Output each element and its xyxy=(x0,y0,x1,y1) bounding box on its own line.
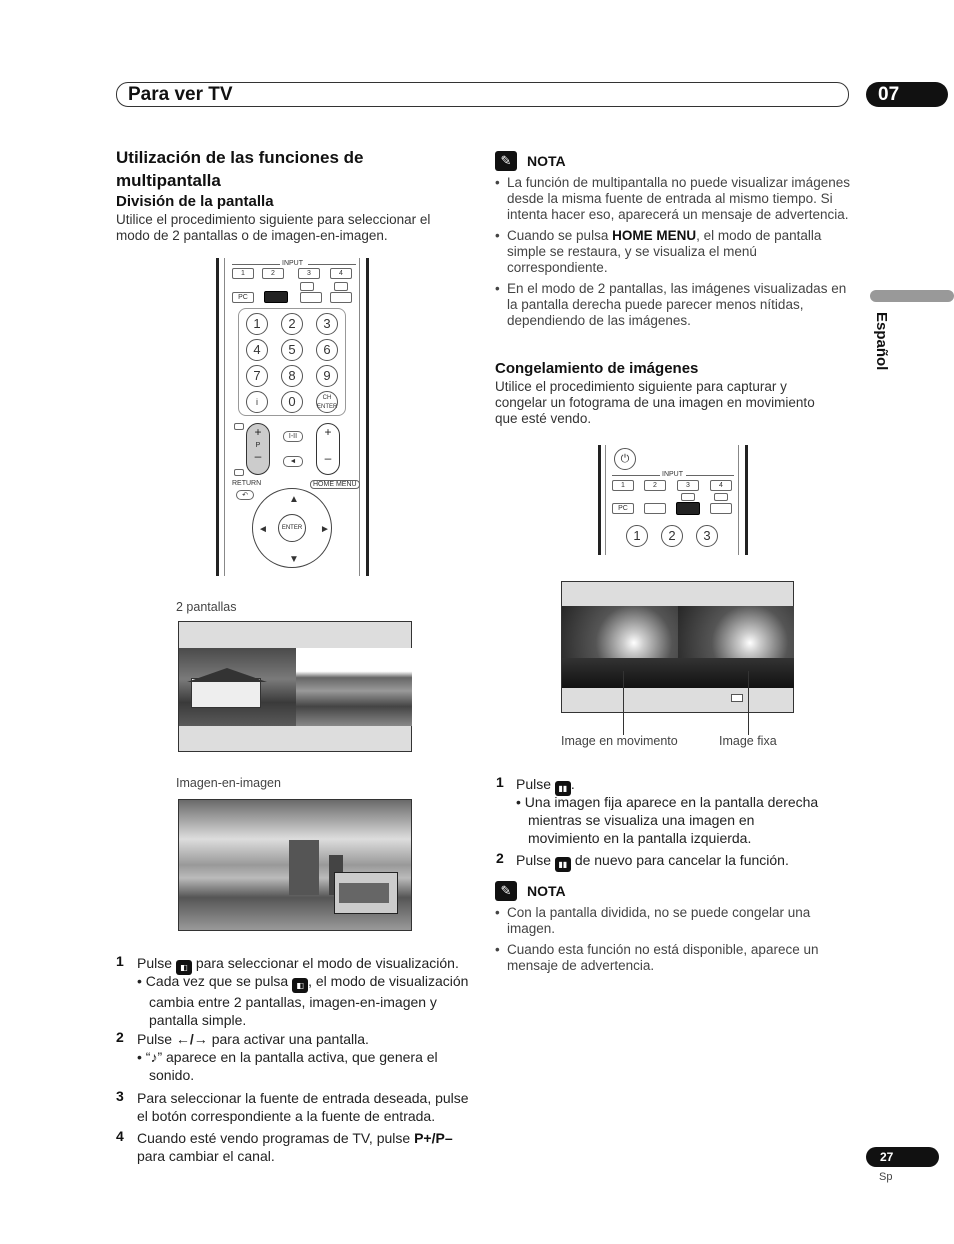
step-3-number: 3 xyxy=(116,1088,124,1104)
split-button-icon: ◧ xyxy=(292,978,308,993)
i-ii-button[interactable]: I-II xyxy=(283,431,303,442)
digit-9-button[interactable]: 9 xyxy=(316,365,338,387)
note-item: • En el modo de 2 pantallas, las imágenes visualizadas en la pantalla derecha puede parecer menos nítidas, dependiendo de las imágenes. xyxy=(495,281,855,329)
note-pencil-icon: ✎ xyxy=(495,151,517,171)
home-menu-button[interactable]: HOME MENU xyxy=(310,480,360,489)
step-1-number: 1 xyxy=(116,953,124,969)
freeze-button-icon: ▮▮ xyxy=(555,857,571,872)
step-2-number: 2 xyxy=(496,850,504,866)
note-item: • Con la pantalla dividida, no se puede congelar una imagen. xyxy=(495,905,855,937)
language-label: Español xyxy=(873,312,890,371)
pip-button[interactable] xyxy=(300,292,322,303)
input-2-button[interactable]: 2 xyxy=(262,268,284,279)
step-1-text: Pulse ◧ para seleccionar el modo de visualización. xyxy=(137,954,459,975)
input-4-button[interactable]: 4 xyxy=(330,268,352,279)
digit-7-button[interactable]: 7 xyxy=(246,365,268,387)
moving-image xyxy=(562,606,678,688)
step-3-text: Para seleccionar la fuente de entrada deseada, pulse el botón correspondiente a la fuente de entrada. xyxy=(137,1090,469,1124)
input-1-button[interactable]: 1 xyxy=(612,480,634,491)
program-rocker[interactable]: + P – xyxy=(246,423,270,475)
mute-button[interactable]: ◄ xyxy=(283,456,303,467)
freeze-button-icon: ▮▮ xyxy=(555,781,571,796)
remote-edge-left xyxy=(216,258,219,576)
step-1-bullet: • Una imagen fija aparece en la pantalla derecha mientras se visualiza una imagen en movimiento en la pantalla izquierda. xyxy=(516,794,819,846)
caption-frozen: Image fixa xyxy=(719,734,777,748)
sound-note-icon: ♪ xyxy=(150,1049,158,1065)
digit-1-button[interactable]: 1 xyxy=(246,313,268,335)
note-item: • Cuando esta función no está disponible, aparece un mensaje de advertencia. xyxy=(495,942,855,974)
subsection-title: Congelamiento de imágenes xyxy=(495,360,699,377)
split-button-icon: ◧ xyxy=(176,960,192,975)
digit-6-button[interactable]: 6 xyxy=(316,339,338,361)
step-2-text: Pulse ←/→ para activar una pantalla. xyxy=(137,1031,369,1047)
step-4-text: Cuando esté vendo programas de TV, pulse P+/P– para cambiar el canal. xyxy=(137,1130,453,1164)
mute-indicator-icon xyxy=(234,469,244,476)
frozen-image xyxy=(678,606,794,688)
section-title: Utilización de las funciones de multipantalla xyxy=(116,148,364,190)
ch-enter-button[interactable]: CH ENTER xyxy=(316,391,338,413)
step-1-number: 1 xyxy=(496,774,504,790)
freeze-button[interactable] xyxy=(330,292,352,303)
return-button[interactable]: ↶ xyxy=(236,490,254,500)
pc-button[interactable]: PC xyxy=(232,292,254,303)
freeze-button[interactable] xyxy=(676,502,700,515)
down-arrow-icon[interactable]: ▼ xyxy=(289,554,299,565)
freeze-indicator-icon xyxy=(731,694,743,702)
caption-moving: Image en movimento xyxy=(561,734,678,748)
step-2-bullet: • “♪” aparece en la pantalla activa, que genera el sonido. xyxy=(137,1049,438,1083)
input-1-button[interactable]: 1 xyxy=(232,268,254,279)
right-arrow-icon[interactable]: ► xyxy=(320,524,330,535)
left-arrow-icon[interactable]: ◄ xyxy=(258,524,268,535)
home-menu-key: HOME MENU xyxy=(612,228,697,243)
digit-2-button[interactable]: 2 xyxy=(281,313,303,335)
note-box-2 xyxy=(495,881,855,979)
page-number: 27 xyxy=(866,1147,939,1167)
split-icon-small[interactable] xyxy=(300,282,314,291)
return-label: RETURN xyxy=(232,480,262,487)
pip-inset-image xyxy=(334,872,398,914)
chapter-badge: 07 xyxy=(866,82,948,107)
digit-3-button[interactable]: 3 xyxy=(316,313,338,335)
note-label: NOTA xyxy=(527,883,566,899)
digit-3-button[interactable]: 3 xyxy=(696,525,718,547)
input-label: INPUT xyxy=(282,260,303,267)
page-title: Para ver TV xyxy=(128,84,233,105)
subsection-title: División de la pantalla xyxy=(116,193,274,210)
note-label: NOTA xyxy=(527,153,566,169)
step-2-number: 2 xyxy=(116,1029,124,1045)
split-right-image xyxy=(296,648,412,726)
remote-control-illustration xyxy=(216,258,371,576)
digit-2-button[interactable]: 2 xyxy=(661,525,683,547)
input-3-button[interactable]: 3 xyxy=(677,480,699,491)
display-icon xyxy=(234,423,244,430)
intro-text: Utilice el procedimiento siguiente para seleccionar el modo de 2 pantallas o de imagen-en-imagen. xyxy=(116,212,431,243)
info-icon-button[interactable]: i xyxy=(246,391,268,413)
note-item: • Cuando se pulsa HOME MENU, el modo de pantalla simple se restaura, y se visualiza el menú correspondiente. xyxy=(495,228,855,276)
section-freeze xyxy=(495,360,855,427)
volume-rocker[interactable]: + – xyxy=(316,423,340,475)
digit-5-button[interactable]: 5 xyxy=(281,339,303,361)
callout-line-moving xyxy=(623,671,624,735)
intro-text: Utilice el procedimiento siguiente para capturar y congelar un fotograma de una imagen en movimiento que esté vendo. xyxy=(495,379,815,426)
split-screen-button[interactable] xyxy=(264,291,288,303)
freeze-icon-small[interactable] xyxy=(334,282,348,291)
input-4-button[interactable]: 4 xyxy=(710,480,732,491)
split-left-image xyxy=(179,648,296,726)
digit-4-button[interactable]: 4 xyxy=(246,339,268,361)
digit-8-button[interactable]: 8 xyxy=(281,365,303,387)
remote-control-illustration-partial xyxy=(598,445,750,555)
language-tab xyxy=(870,290,954,302)
enter-button[interactable]: ENTER xyxy=(278,514,306,542)
section-multiscreen xyxy=(116,146,476,244)
pip-button[interactable] xyxy=(710,503,732,514)
caption-pip: Imagen-en-imagen xyxy=(176,776,281,790)
pip-screen-illustration xyxy=(178,799,412,931)
pc-button[interactable]: PC xyxy=(612,503,634,514)
note-item: • La función de multipantalla no puede visualizar imágenes desde la misma fuente de entrada al mismo tiempo. Si intenta hacer eso, aparecerá un mensaje de advertencia. xyxy=(495,175,855,223)
split-screen-illustration xyxy=(178,621,412,752)
language-code: Sp xyxy=(879,1171,893,1183)
callout-line-frozen xyxy=(748,671,749,735)
step-1-bullet: • Cada vez que se pulsa ◧ , el modo de visualización cambia entre 2 pantallas, imagen-en-imagen y pantalla simple. xyxy=(137,973,469,1028)
step-2-text: Pulse ▮▮ de nuevo para cancelar la función. xyxy=(516,851,789,872)
input-3-button[interactable]: 3 xyxy=(298,268,320,279)
input-label: INPUT xyxy=(662,471,683,478)
digit-1-button[interactable]: 1 xyxy=(626,525,648,547)
up-arrow-icon[interactable]: ▲ xyxy=(289,494,299,505)
freeze-screen-illustration xyxy=(561,581,794,713)
step-4-number: 4 xyxy=(116,1128,124,1144)
input-2-button[interactable]: 2 xyxy=(644,480,666,491)
note-box-1 xyxy=(495,151,855,334)
left-right-arrow-icon: ←/→ xyxy=(175,1031,208,1047)
split-screen-button[interactable] xyxy=(644,503,666,514)
digit-0-button[interactable]: 0 xyxy=(281,391,303,413)
power-button[interactable]: ⏻ xyxy=(614,448,636,470)
program-key: P+/P– xyxy=(414,1130,453,1146)
caption-split: 2 pantallas xyxy=(176,600,237,614)
step-1-text: Pulse ▮▮ . xyxy=(516,775,575,796)
remote-edge-right xyxy=(366,258,369,576)
note-pencil-icon: ✎ xyxy=(495,881,517,901)
